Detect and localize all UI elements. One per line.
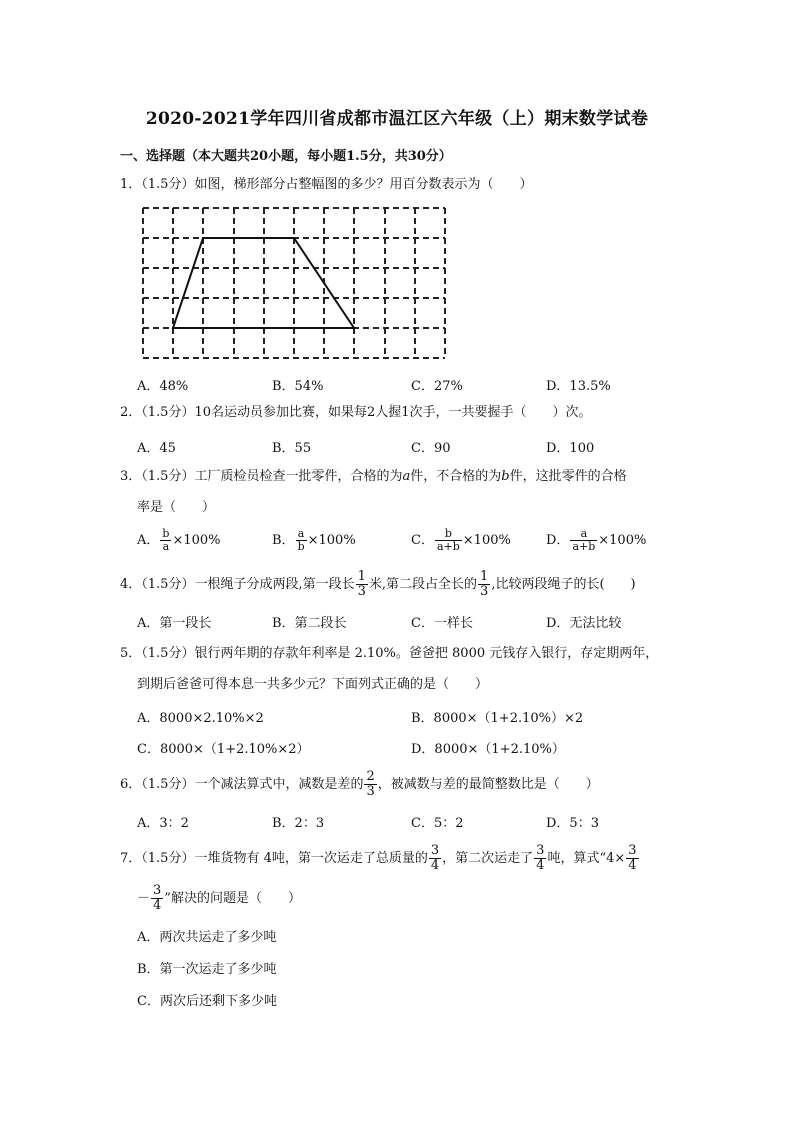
page-title: 2020-2021学年四川省成都市温江区六年级（上）期末数学试卷 <box>145 109 649 129</box>
fraction-numerator: 3 <box>628 843 637 858</box>
question-1 <box>120 175 532 195</box>
fraction-numerator: 3 <box>430 843 440 858</box>
q6-option-a[interactable]: A．3：2 <box>137 816 189 831</box>
fraction-three-quarters <box>151 884 163 913</box>
fraction-denominator: 3 <box>366 784 375 799</box>
option-suffix: ×100% <box>598 533 647 548</box>
option-suffix: ×100% <box>307 533 356 548</box>
fraction-numerator: 3 <box>153 883 162 898</box>
question-text: 一个减法算式中，减数是差的 <box>194 777 364 792</box>
fraction-three-quarters <box>626 844 638 873</box>
question-score: （1.5分） <box>141 646 195 661</box>
question-score: （1.5分） <box>141 851 195 866</box>
fraction-denominator: a+b <box>572 540 596 553</box>
q2-option-c[interactable]: C．90 <box>411 441 451 456</box>
question-text: 银行两年期的存款年利率是 2.10%。爸爸把 8000 元钱存入银行，存定期两年， <box>194 646 659 661</box>
question-5 <box>120 644 658 664</box>
q7-option-b[interactable]: B．第一次运走了多少吨 <box>137 962 277 977</box>
option-letter: D． <box>546 533 570 548</box>
option-fraction <box>160 528 171 553</box>
option-fraction <box>570 528 597 553</box>
q1-option-d[interactable]: D．13.5% <box>546 379 611 394</box>
question-3 <box>120 467 627 487</box>
q7-option-a[interactable]: A．两次共运走了多少吨 <box>137 930 277 945</box>
question-number: 6． <box>120 777 142 792</box>
question-text: 工厂质检员检查一批零件，合格的为 <box>194 469 403 484</box>
question-7-line2 <box>137 884 301 913</box>
fraction-denominator: a <box>162 540 170 553</box>
q3-option-d[interactable] <box>546 528 646 553</box>
question-number: 7． <box>120 851 142 866</box>
question-text: 一根绳子分成两段,第一段长 <box>194 577 355 592</box>
question-text: 10名运动员参加比赛，如果每2人握1次手，一共要握手（ ）次。 <box>194 405 592 420</box>
fraction-numerator: 2 <box>366 769 375 784</box>
option-letter: A． <box>137 533 160 548</box>
question-text: 吨，算式“4× <box>547 851 626 866</box>
q5-option-a[interactable]: A．8000×2.10%×2 <box>137 711 264 726</box>
q5-option-d[interactable]: D．8000×（1+2.10%） <box>411 742 565 757</box>
question-5-line2: 到期后爸爸可得本息一共多少元？下面列式正确的是（ ） <box>137 677 489 692</box>
q4-option-c[interactable]: C．一样长 <box>411 616 473 631</box>
fraction-numerator: b <box>162 527 170 540</box>
q6-option-d[interactable]: D．5：3 <box>546 816 599 831</box>
option-suffix: ×100% <box>462 533 511 548</box>
fraction-numerator: 1 <box>480 569 489 584</box>
fraction-denominator: 4 <box>536 858 545 873</box>
fraction-three-quarters <box>534 844 546 873</box>
fraction-numerator: 1 <box>357 569 366 584</box>
question-6 <box>120 770 599 799</box>
option-letter: C． <box>411 533 434 548</box>
question-text: 如图，梯形部分占整幅图的多少？用百分数表示为（ ） <box>194 177 533 192</box>
fraction-denominator: 4 <box>628 858 637 873</box>
variable-b: b <box>501 469 510 484</box>
q2-option-d[interactable]: D．100 <box>546 441 595 456</box>
question-text: 件，这批零件的合格 <box>509 469 627 484</box>
q4-option-d[interactable]: D．无法比较 <box>546 616 622 631</box>
question-4 <box>120 570 636 599</box>
q3-option-a[interactable] <box>137 528 221 553</box>
question-3-line2: 率是（ ） <box>137 500 216 515</box>
trapezoid-grid-figure <box>140 205 450 360</box>
question-text: 件，不合格的为 <box>410 469 502 484</box>
q1-option-b[interactable]: B．54% <box>272 379 324 394</box>
question-number: 2． <box>120 405 142 420</box>
fraction-two-thirds <box>364 770 376 799</box>
fraction-denominator: 3 <box>480 584 489 599</box>
q4-option-a[interactable]: A．第一段长 <box>137 616 212 631</box>
q6-option-b[interactable]: B．2：3 <box>272 816 325 831</box>
question-score: （1.5分） <box>141 577 195 592</box>
fraction-denominator: 4 <box>430 858 440 873</box>
fraction-numerator: b <box>435 528 462 541</box>
question-number: 3． <box>120 469 142 484</box>
fraction-one-third <box>478 570 490 599</box>
option-suffix: ×100% <box>172 533 221 548</box>
question-text: 米,第二段占全长的 <box>368 577 478 592</box>
fraction-one-third <box>356 570 368 599</box>
fraction-numerator: a <box>570 528 597 541</box>
q2-option-b[interactable]: B．55 <box>272 441 312 456</box>
q5-option-c[interactable]: C．8000×（1+2.10%×2） <box>137 742 310 757</box>
option-fraction <box>296 528 307 553</box>
question-text: 一堆货物有 4吨，第一次运走了总质量的 <box>194 851 428 866</box>
question-number: 1． <box>120 177 142 192</box>
question-text: ,比较两段绳子的长( ) <box>491 577 636 592</box>
q1-option-c[interactable]: C．27% <box>411 379 463 394</box>
question-text: ，第二次运走了 <box>442 851 534 866</box>
q1-option-a[interactable]: A．48% <box>137 379 189 394</box>
q4-option-b[interactable]: B．第二段长 <box>272 616 347 631</box>
fraction-numerator: a <box>296 528 307 541</box>
question-score: （1.5分） <box>141 405 195 420</box>
question-score: （1.5分） <box>141 777 195 792</box>
option-fraction <box>435 528 462 553</box>
q2-option-a[interactable]: A．45 <box>137 441 176 456</box>
q5-option-b[interactable]: B．8000×（1+2.10%）×2 <box>411 711 584 726</box>
question-text: ”解决的问题是（ ） <box>164 891 301 906</box>
q7-option-c[interactable]: C．两次后还剩下多少吨 <box>137 994 277 1009</box>
question-text: ，被减数与差的最简整数比是（ ） <box>377 777 599 792</box>
option-letter: B． <box>272 533 295 548</box>
fraction-denominator: 3 <box>357 584 366 599</box>
variable-a: a <box>402 469 411 484</box>
fraction-denominator: b <box>297 540 305 553</box>
fraction-denominator: 4 <box>153 898 162 913</box>
question-score: （1.5分） <box>141 177 195 192</box>
fraction-denominator: a+b <box>436 540 460 553</box>
question-score: （1.5分） <box>141 469 195 484</box>
fraction-three-quarters <box>429 844 441 873</box>
section-heading-choice: 一、选择题（本大题共20小题，每小题1.5分，共30分） <box>120 149 452 164</box>
minus-sign: － <box>137 891 151 906</box>
q3-option-c[interactable] <box>411 528 511 553</box>
fraction-numerator: 3 <box>536 843 545 858</box>
question-7 <box>120 844 640 873</box>
q3-option-b[interactable] <box>272 528 356 553</box>
question-2 <box>120 403 592 423</box>
question-number: 4． <box>120 577 142 592</box>
q6-option-c[interactable]: C．5：2 <box>411 816 464 831</box>
question-number: 5． <box>120 646 142 661</box>
